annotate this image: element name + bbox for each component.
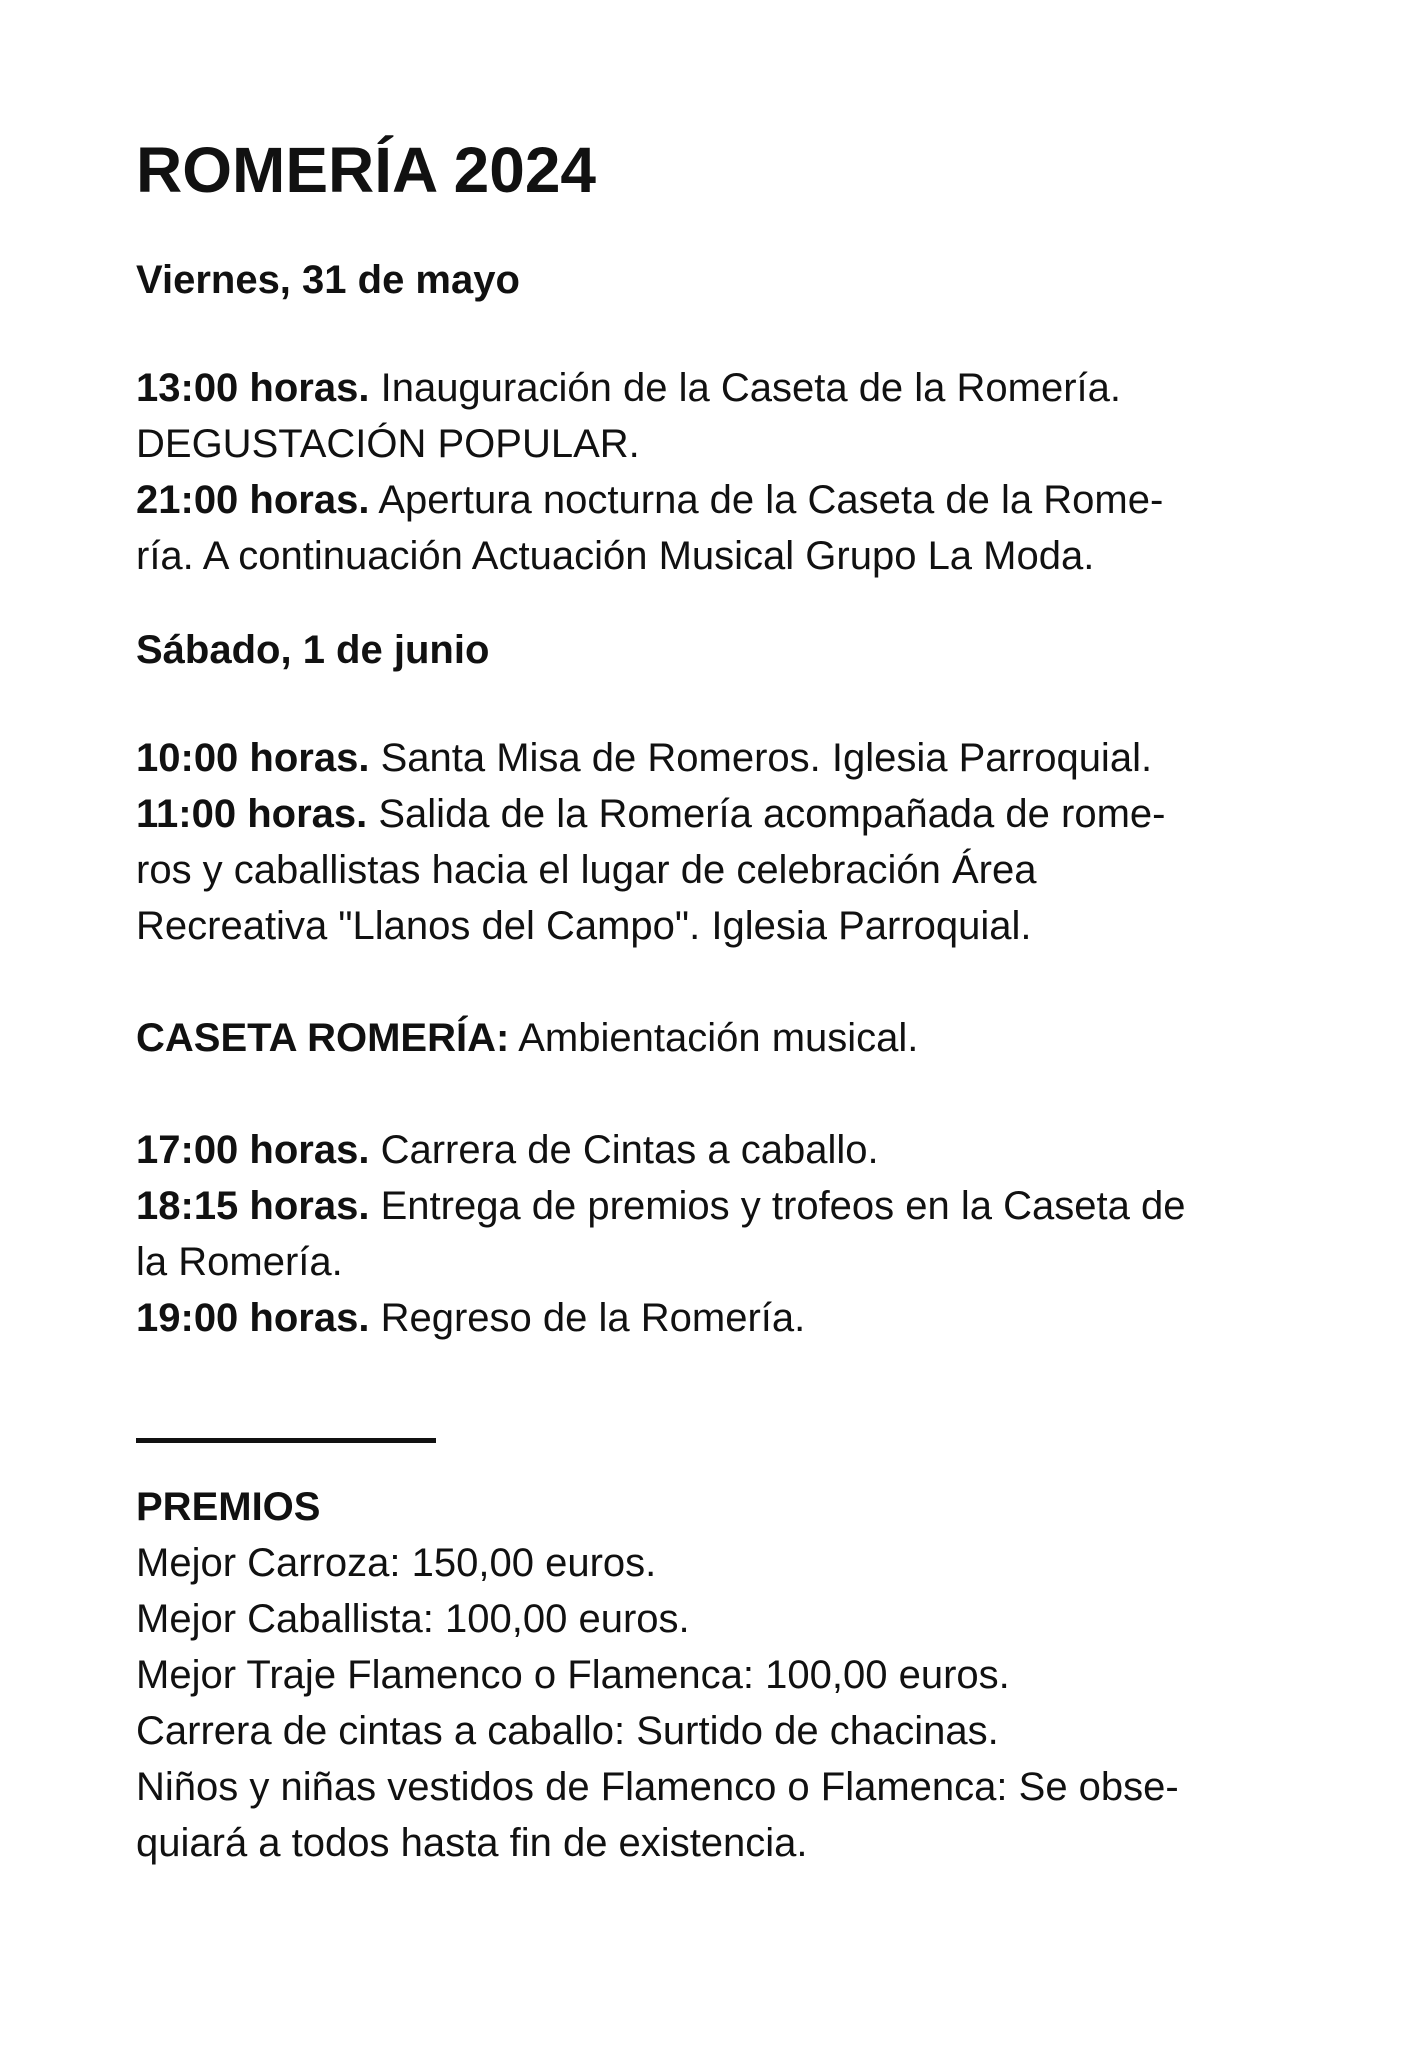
event-time: 21:00 horas. bbox=[136, 478, 370, 522]
schedule-line bbox=[136, 786, 1316, 842]
prize-item: Mejor Traje Flamenco o Flamenca: 100,00 euros. bbox=[136, 1653, 1010, 1697]
event-description: Santa Misa de Romeros. Iglesia Parroquial. bbox=[369, 736, 1153, 780]
event-description: la Romería. bbox=[136, 1240, 343, 1284]
event-time: 11:00 horas. bbox=[136, 792, 368, 836]
friday-schedule bbox=[136, 360, 1316, 584]
event-description: ría. A continuación Actuación Musical Grupo La Moda. bbox=[136, 534, 1095, 578]
prizes-list bbox=[136, 1535, 1316, 1871]
saturday-afternoon-schedule bbox=[136, 1122, 1316, 1346]
schedule-line bbox=[136, 528, 1316, 584]
day-heading-saturday: Sábado, 1 de junio bbox=[136, 628, 490, 672]
saturday-schedule bbox=[136, 730, 1316, 954]
section-divider bbox=[136, 1438, 436, 1443]
event-description: ros y caballistas hacia el lugar de celebración Área bbox=[136, 848, 1037, 892]
prize-item: quiará a todos hasta fin de existencia. bbox=[136, 1821, 808, 1865]
prize-item: Mejor Carroza: 150,00 euros. bbox=[136, 1541, 657, 1585]
event-time: 19:00 horas. bbox=[136, 1296, 370, 1340]
schedule-line bbox=[136, 1178, 1316, 1234]
schedule-line bbox=[136, 416, 1316, 472]
prize-item: Mejor Caballista: 100,00 euros. bbox=[136, 1597, 690, 1641]
event-description: Apertura nocturna de la Caseta de la Rome- bbox=[369, 478, 1164, 522]
schedule-line bbox=[136, 898, 1316, 954]
caseta-text: Ambientación musical. bbox=[509, 1016, 919, 1060]
event-time: 13:00 horas. bbox=[136, 366, 370, 410]
caseta-label: CASETA ROMERÍA: bbox=[136, 1016, 510, 1060]
prizes-heading: PREMIOS bbox=[136, 1485, 321, 1529]
schedule-line bbox=[136, 360, 1316, 416]
event-time: 18:15 horas. bbox=[136, 1184, 370, 1228]
schedule-line bbox=[136, 472, 1316, 528]
event-description: DEGUSTACIÓN POPULAR. bbox=[136, 422, 640, 466]
prize-item: Carrera de cintas a caballo: Surtido de chacinas. bbox=[136, 1709, 999, 1753]
event-description: Entrega de premios y trofeos en la Caseta de bbox=[369, 1184, 1186, 1228]
event-description: Recreativa "Llanos del Campo". Iglesia Parroquial. bbox=[136, 904, 1032, 948]
event-description: Salida de la Romería acompañada de rome- bbox=[367, 792, 1166, 836]
prize-item: Niños y niñas vestidos de Flamenco o Flamenca: Se obse- bbox=[136, 1765, 1179, 1809]
caseta-note bbox=[136, 1010, 1316, 1066]
day-heading-friday: Viernes, 31 de mayo bbox=[136, 258, 520, 302]
program-document bbox=[136, 130, 1316, 1871]
event-time: 17:00 horas. bbox=[136, 1128, 370, 1172]
event-description: Regreso de la Romería. bbox=[369, 1296, 806, 1340]
event-description: Inauguración de la Caseta de la Romería. bbox=[369, 366, 1122, 410]
event-description: Carrera de Cintas a caballo. bbox=[369, 1128, 879, 1172]
schedule-line bbox=[136, 1122, 1316, 1178]
schedule-line bbox=[136, 1234, 1316, 1290]
schedule-line bbox=[136, 842, 1316, 898]
page-title: ROMERÍA 2024 bbox=[136, 134, 596, 206]
schedule-line bbox=[136, 730, 1316, 786]
schedule-line bbox=[136, 1290, 1316, 1346]
event-time: 10:00 horas. bbox=[136, 736, 370, 780]
